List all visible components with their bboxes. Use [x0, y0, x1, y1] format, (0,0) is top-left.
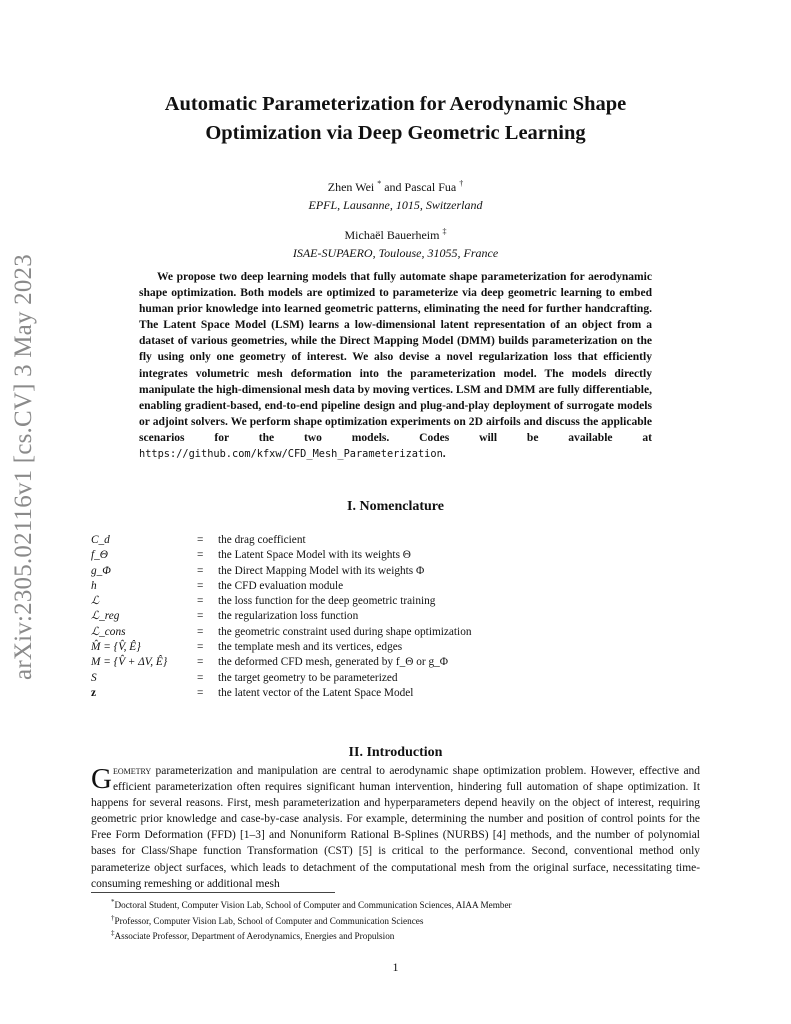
title-line-2: Optimization via Deep Geometric Learning — [205, 122, 586, 144]
nomenclature-row — [91, 579, 691, 594]
nomenclature-definition: the geometric constraint used during shape optimization — [218, 625, 472, 638]
abstract — [139, 269, 652, 462]
nomenclature-equals: = — [197, 549, 204, 562]
nomenclature-equals: = — [197, 534, 204, 546]
nomenclature-row — [91, 594, 691, 609]
nomenclature-symbol: ℒ_reg — [91, 610, 120, 623]
nomenclature-definition: the loss function for the deep geometric training — [218, 595, 436, 608]
nomenclature-equals: = — [197, 686, 204, 699]
nomenclature-row — [91, 548, 691, 563]
arxiv-id: arXiv:2305.02116v1 [cs.CV] 3 May 2023 — [10, 254, 37, 680]
footnote-mark: ‡ — [111, 929, 115, 938]
intro-smallcaps: eometry — [112, 765, 152, 777]
author-mark: * — [377, 179, 382, 188]
abstract-end: . — [442, 448, 446, 461]
nomenclature-definition: the deformed CFD mesh, generated by f_Θ or g_Φ — [218, 656, 449, 669]
nomenclature-symbol: z — [91, 686, 97, 699]
section-heading-nomenclature: I. Nomenclature — [347, 499, 444, 514]
nomenclature-definition: the template mesh and its vertices, edges — [218, 641, 403, 654]
author-name: Michaël Bauerheim — [344, 228, 440, 242]
code-link[interactable]: https://github.com/kfxw/CFD_Mesh_Parameterization — [139, 448, 443, 461]
nomenclature-symbol: M = {V̂ + ΔV, Ê} — [91, 656, 168, 669]
nomenclature-row — [91, 655, 691, 670]
author-mark: ‡ — [442, 227, 447, 236]
nomenclature-equals: = — [197, 564, 204, 577]
nomenclature-definition: the Direct Mapping Model with its weights Φ — [218, 564, 425, 577]
nomenclature-definition: the drag coefficient — [218, 534, 306, 546]
footnote — [111, 912, 512, 928]
nomenclature-equals: = — [197, 641, 204, 654]
footnote-text: Professor, Computer Vision Lab, School of Computer and Communication Sciences — [114, 915, 424, 926]
nomenclature-list — [91, 533, 691, 701]
footnote-text: Associate Professor, Department of Aerodynamics, Energies and Propulsion — [114, 931, 395, 942]
intro-text: parameterization and manipulation are central to aerodynamic shape optimization problem. However, effective and efficient parameterization often requires significant human intervention, hindering full automation of shape optimization. It happens for several reasons. First, mesh parameterization and hyperparameters depend heavily on the object of interest, requiring geometric prior knowledge and case-by-case analysis. For example, determining the number and position of control points for the Free Form Deformation (FFD) [1–3] and Nonuniform Rational B-Splines (NURBS) [4] methods, and the number of polynomial bases for Class/Shape function Transformation (CST) [5] is critical to the performance. Second, conventional method only parameterize object surfaces, which leads to detachment of the computational mesh from the original surface, necessitating time-consuming remeshing or additional mesh — [91, 765, 700, 890]
nomenclature-row — [91, 564, 691, 579]
nomenclature-symbol: ℒ — [91, 595, 100, 608]
footnote — [111, 896, 512, 912]
author-line-1 — [90, 175, 701, 196]
footnote — [111, 927, 512, 943]
nomenclature-row — [91, 671, 691, 686]
section-heading-introduction: II. Introduction — [348, 745, 443, 760]
affiliation-2: ISAE-SUPAERO, Toulouse, 31055, France — [292, 246, 499, 260]
paper-title — [90, 90, 701, 148]
nomenclature-row — [91, 686, 691, 701]
footnotes — [111, 896, 512, 943]
nomenclature-equals: = — [197, 656, 204, 669]
footnote-mark: * — [111, 898, 115, 906]
author-name: Zhen Wei — [327, 180, 375, 194]
nomenclature-symbol: g_Φ — [91, 564, 111, 577]
nomenclature-row — [91, 625, 691, 640]
abstract-text: We propose two deep learning models that fully automate shape parameterization for aerodynamic shape optimization. Both models are optimized to parameterize via deep geometric learning to embed human prior knowledge into learned geometric patterns, eliminating the need for further handcrafting. The Latent Space Model (LSM) learns a low-dimensional latent representation of an object from a dataset of various geometries, while the Direct Mapping Model (DMM) builds parameterization on the fly using only one geometry of interest. We also devise a novel regularization loss that efficiently integrates volumetric mesh deformation into the parameterization model. The models directly manipulate the high-dimensional mesh data by moving vertices. LSM and DMM are fully differentiable, enabling gradient-based, end-to-end pipeline design and plug-and-play deployment of surrogate models or adjoint solvers. We perform shape optimization experiments on 2D airfoils and discuss the applicable scenarios for the two models. Codes will be available at — [139, 271, 652, 444]
footnote-mark: † — [111, 913, 115, 922]
nomenclature-symbol: M̂ = {V̂, Ê} — [91, 641, 141, 654]
author-mark: † — [459, 179, 464, 188]
nomenclature-definition: the latent vector of the Latent Space Model — [218, 686, 414, 699]
footnote-rule — [91, 892, 335, 893]
nomenclature-definition: the Latent Space Model with its weights Θ — [218, 549, 411, 562]
nomenclature-symbol: C_d — [91, 534, 110, 546]
nomenclature-row — [91, 609, 691, 624]
author-name: and Pascal Fua — [384, 180, 457, 194]
nomenclature-symbol: ℒ_cons — [91, 625, 126, 638]
nomenclature-definition: the regularization loss function — [218, 610, 359, 623]
nomenclature-symbol: f_Θ — [91, 549, 108, 562]
author-block — [90, 175, 701, 262]
footnote-text: Doctoral Student, Computer Vision Lab, School of Computer and Communication Sciences, AIAA Member — [114, 900, 512, 911]
nomenclature-symbol: S — [91, 671, 97, 684]
nomenclature-row — [91, 640, 691, 655]
nomenclature-equals: = — [197, 579, 204, 592]
nomenclature-equals: = — [197, 625, 204, 638]
nomenclature-definition: the target geometry to be parameterized — [218, 671, 398, 684]
author-line-2 — [90, 223, 701, 244]
title-line-1: Automatic Parameterization for Aerodynamic Shape — [164, 93, 627, 115]
nomenclature-equals: = — [197, 595, 204, 608]
page-number: 1 — [392, 960, 399, 974]
nomenclature-equals: = — [197, 671, 204, 684]
nomenclature-row — [91, 533, 691, 548]
affiliation-1: EPFL, Lausanne, 1015, Switzerland — [308, 198, 483, 212]
nomenclature-equals: = — [197, 610, 204, 623]
arxiv-watermark — [4, 254, 44, 680]
nomenclature-definition: the CFD evaluation module — [218, 579, 344, 592]
introduction-paragraph — [91, 763, 700, 892]
nomenclature-symbol: h — [91, 579, 97, 592]
drop-cap: G — [91, 763, 112, 795]
